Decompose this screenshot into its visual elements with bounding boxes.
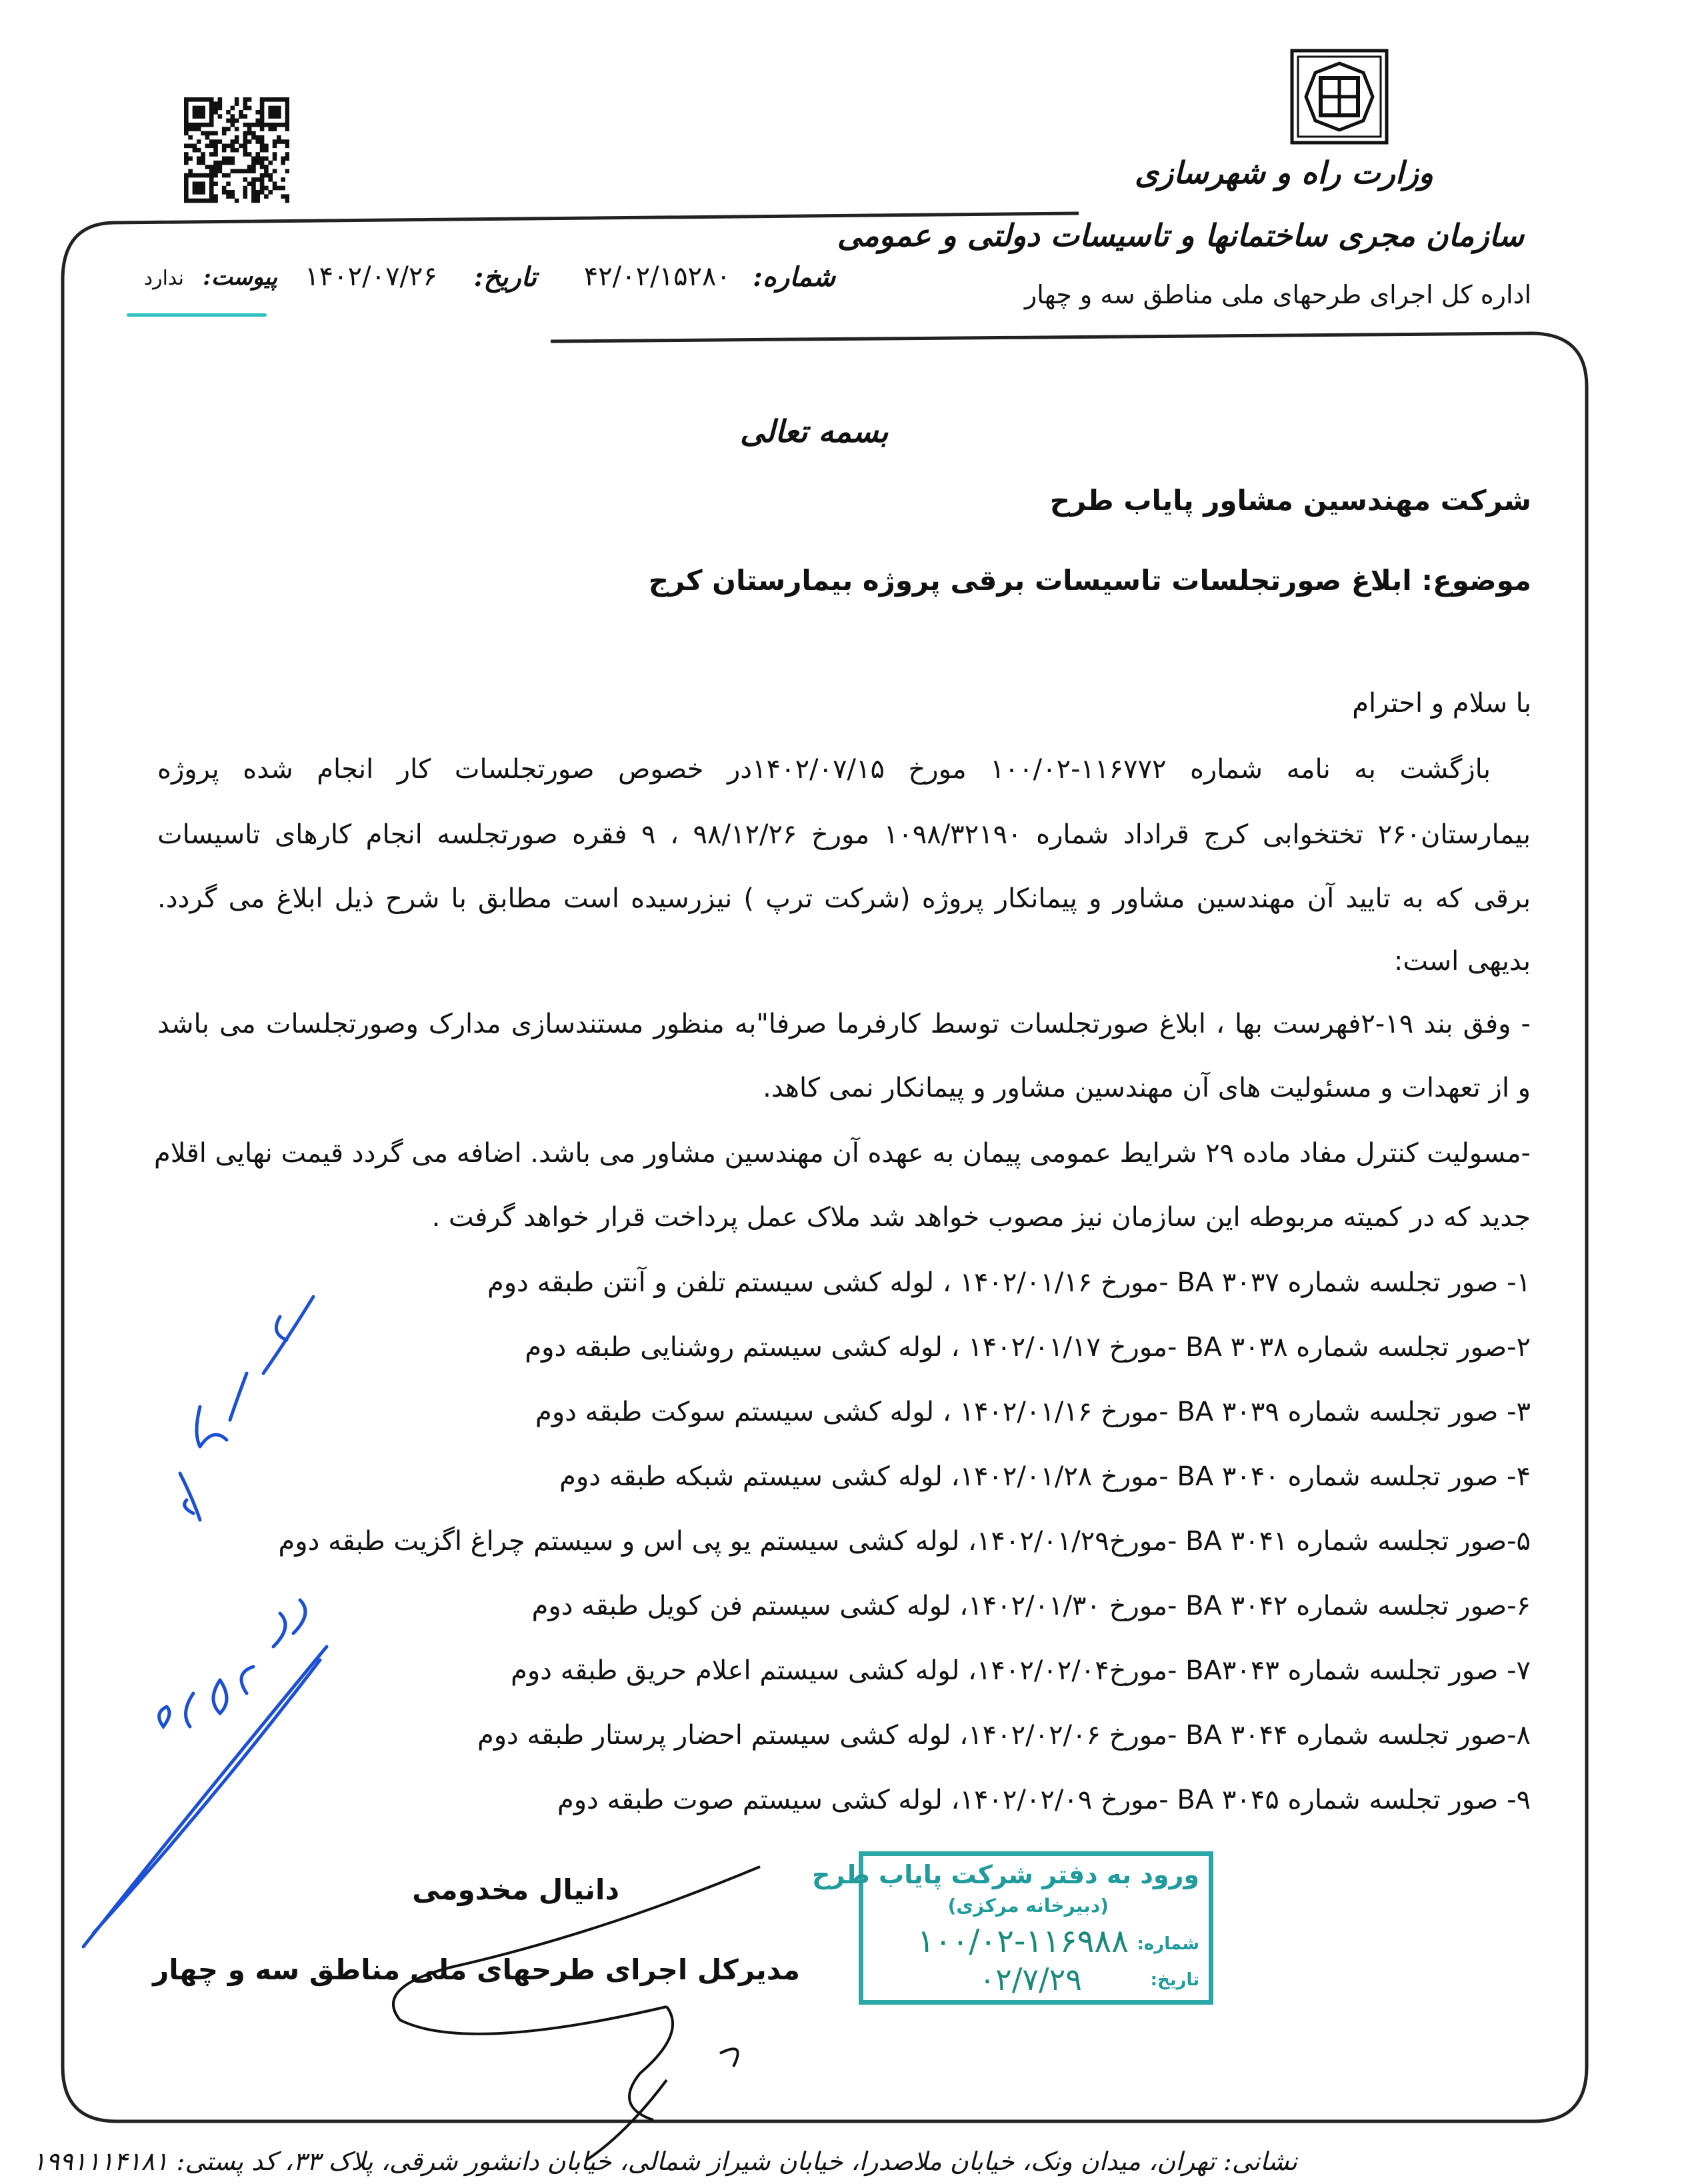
signer-name: دانیال مخدومی — [412, 1873, 619, 1906]
letter-date: ۱۴۰۲/۰۷/۲۶ — [305, 261, 437, 292]
paragraph-line: بدیهی است: — [1393, 946, 1531, 977]
receipt-stamp — [811, 1851, 1213, 2005]
invocation: بسمه تعالی — [740, 413, 889, 449]
stamp-date: ۰۲/۷/۲۹ — [979, 1961, 1082, 1997]
list-item: ۲-صور تجلسه شماره BA ۳۰۳۸ -مورخ ۱۴۰۲/۰۱/۱۷ ، لوله کشی سیستم روشنایی طبقه دوم — [525, 1332, 1531, 1363]
note-line: -مسولیت کنترل مفاد ماده ۲۹ شرایط عمومی پیمان به عهده آن مهندسین مشاور می باشد. اضافه می گردد قیمت نهایی اقلام — [153, 1138, 1531, 1169]
list-item: ۷- صور تجلسه شماره BA۳۰۴۳ -مورخ۱۴۰۲/۰۲/۰۴، لوله کشی سیستم اعلام حریق طبقه دوم — [511, 1655, 1531, 1686]
list-item: ۸-صور تجلسه شماره BA ۳۰۴۴ -مورخ ۱۴۰۲/۰۲/۰۶، لوله کشی سیستم احضار پرستار طبقه دوم — [477, 1720, 1531, 1751]
teal-underline — [127, 313, 267, 317]
paragraph-line: برقی که به تایید آن مهندسین مشاور و پیمانکار پروژه (شرکت ترپ ) نیزرسیده است مطابق با شرح ذیل ابلاغ می گردد. — [157, 883, 1531, 914]
greeting: با سلام و احترام — [1352, 688, 1531, 719]
stamp-number-label: شماره: — [1137, 1934, 1199, 1954]
attachment-value: ندارد — [143, 267, 184, 290]
stamp-number: ۱۰۰/۰۲-۱۱۶۹۸۸ — [917, 1923, 1129, 1960]
organization-name: سازمان مجری ساختمانها و تاسیسات دولتی و عمومی — [837, 217, 1524, 253]
qr-code — [184, 97, 289, 209]
ministry-name: وزارت راه و شهرسازی — [1135, 155, 1433, 191]
number-label: شماره: — [753, 261, 835, 293]
list-item: ۳- صور تجلسه شماره BA ۳۰۳۹ -مورخ ۱۴۰۲/۰۱/۱۶ ، لوله کشی سیستم سوکت طبقه دوم — [535, 1397, 1531, 1427]
paragraph-line: بازگشت به نامه شماره ۱۱۶۷۷۲-۱۰۰/۰۲ مورخ ۱۴۰۲/۰۷/۱۵در خصوص صورتجلسات کار انجام شده پروژه — [157, 754, 1491, 785]
list-item: ۱- صور تجلسه شماره BA ۳۰۳۷ -مورخ ۱۴۰۲/۰۱/۱۶ ، لوله کشی سیستم تلفن و آنتن طبقه دوم — [487, 1267, 1531, 1298]
note-line: جدید که در کمیته مربوطه این سازمان نیز مصوب خواهد شد ملاک عمل پرداخت قرار خواهد گرفت . — [431, 1202, 1531, 1233]
recipient: شرکت مهندسین مشاور پایاب طرح — [1049, 484, 1531, 517]
stamp-subtitle: (دبیرخانه مرکزی) — [947, 1895, 1109, 1917]
letter-number: ۴۲/۰۲/۱۵۲۸۰ — [583, 261, 731, 292]
list-item: ۵-صور تجلسه شماره BA ۳۰۴۱ -مورخ۱۴۰۲/۰۱/۲۹، لوله کشی سیستم یو پی اس و سیستم چراغ اگزیت طبقه دوم — [278, 1526, 1531, 1557]
attachment-label: پیوست: — [203, 264, 277, 291]
list-item: ۶-صور تجلسه شماره BA ۳۰۴۲ -مورخ ۱۴۰۲/۰۱/۳۰، لوله کشی سیستم فن کویل طبقه دوم — [531, 1591, 1531, 1621]
subject: موضوع: ابلاغ صورتجلسات تاسیسات برقی پروژه بیمارستان کرج — [648, 564, 1531, 597]
date-label: تاریخ: — [473, 261, 537, 293]
list-item: ۹- صور تجلسه شماره BA ۳۰۴۵ -مورخ ۱۴۰۲/۰۲/۰۹، لوله کشی سیستم صوت طبقه دوم — [557, 1785, 1531, 1815]
note-line: - وفق بند ۱۹-۲فهرست بها ، ابلاغ صورتجلسات توسط کارفرما صرفا"به منظور مستندسازی مدارک وصورتجلسات می باشد — [157, 1009, 1531, 1039]
note-line: و از تعهدات و مسئولیت های آن مهندسین مشاور و پیمانکار نمی کاهد. — [763, 1073, 1531, 1103]
paragraph-line: بیمارستان۲۶۰ تختخوابی کرج قراداد شماره ۱۰۹۸/۳۲۱۹۰ مورخ ۹۸/۱۲/۲۶ ، ۹ فقره صورتجلسه انجام کارهای تاسیسات — [157, 819, 1531, 850]
signer-title: مدیرکل اجرای طرحهای ملی مناطق سه و چهار — [153, 1953, 800, 1986]
footer-address: نشانی: تهران، میدان ونک، خیابان ملاصدرا، خیابان شیراز شمالی، خیابان دانشور شرقی، پلاک ۳۳، کد پستی: ۱۹۹۱۱۱۴۱۸۱ — [32, 2147, 1297, 2176]
stamp-date-label: تاریخ: — [1150, 1970, 1199, 1990]
ministry-logo-icon — [1290, 49, 1389, 145]
stamp-title: ورود به دفتر شرکت پایاب طرح — [811, 1860, 1199, 1889]
department-name: اداره کل اجرای طرحهای ملی مناطق سه و چهار — [1024, 280, 1531, 309]
list-item: ۴- صور تجلسه شماره BA ۳۰۴۰ -مورخ ۱۴۰۲/۰۱/۲۸، لوله کشی سیستم شبکه طبقه دوم — [559, 1461, 1531, 1492]
